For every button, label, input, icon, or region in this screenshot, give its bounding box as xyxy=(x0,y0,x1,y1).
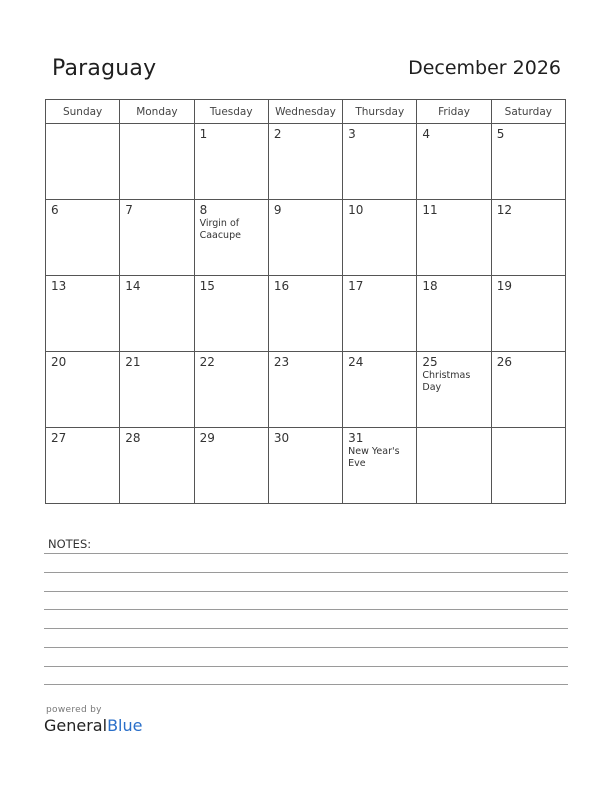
day-number: 8 xyxy=(199,203,208,217)
note-line xyxy=(44,666,568,667)
day-cell xyxy=(120,124,194,200)
week-row xyxy=(46,352,566,428)
note-line xyxy=(44,609,568,610)
holiday-label: New Year's xyxy=(348,446,400,457)
day-number: 5 xyxy=(496,127,505,141)
week-row xyxy=(46,124,566,200)
day-cell xyxy=(417,124,491,200)
day-number: 9 xyxy=(273,203,282,217)
day-number: 24 xyxy=(348,355,364,369)
day-cell xyxy=(46,276,120,352)
day-cell xyxy=(120,200,194,276)
day-cell xyxy=(46,200,120,276)
day-cell xyxy=(268,200,342,276)
note-line xyxy=(44,553,568,554)
day-number: 1 xyxy=(199,127,208,141)
notes-label: NOTES: xyxy=(48,537,92,551)
day-number: 27 xyxy=(51,431,67,445)
day-number: 3 xyxy=(348,127,356,141)
day-cell xyxy=(46,428,120,504)
day-cell xyxy=(343,124,417,200)
day-cell xyxy=(268,276,342,352)
day-number: 25 xyxy=(422,355,438,369)
day-number: 20 xyxy=(51,355,67,369)
day-cell xyxy=(268,428,342,504)
note-line xyxy=(44,684,568,685)
day-number: 10 xyxy=(348,203,364,217)
day-number: 14 xyxy=(125,279,141,293)
day-cell xyxy=(194,276,268,352)
weekday-header-row xyxy=(46,100,566,124)
day-number: 6 xyxy=(51,203,59,217)
day-cell xyxy=(194,352,268,428)
day-number: 15 xyxy=(199,279,215,293)
day-number: 13 xyxy=(51,279,67,293)
holiday-label: Christmas xyxy=(422,370,471,381)
day-cell xyxy=(343,428,417,504)
weekday-monday: Monday xyxy=(120,100,194,124)
day-cell xyxy=(343,276,417,352)
day-cell xyxy=(120,276,194,352)
day-number: 21 xyxy=(125,355,141,369)
day-cell xyxy=(46,124,120,200)
week-row xyxy=(46,276,566,352)
day-cell xyxy=(343,352,417,428)
day-cell xyxy=(491,352,565,428)
day-cell xyxy=(491,124,565,200)
day-number: 2 xyxy=(273,127,282,141)
holiday-label: Caacupe xyxy=(199,230,241,241)
weekday-wednesday: Wednesday xyxy=(268,100,342,124)
day-number: 18 xyxy=(422,279,438,293)
weekday-thursday: Thursday xyxy=(343,100,417,124)
day-cell xyxy=(491,276,565,352)
day-cell xyxy=(343,200,417,276)
country-title: Paraguay xyxy=(52,56,157,81)
day-cell xyxy=(491,200,565,276)
day-number: 17 xyxy=(348,279,364,293)
weekday-friday: Friday xyxy=(417,100,491,124)
day-number: 31 xyxy=(348,431,364,445)
note-line xyxy=(44,572,568,573)
day-number: 4 xyxy=(422,127,431,141)
day-number: 28 xyxy=(125,431,141,445)
day-cell xyxy=(194,124,268,200)
month-year-title: December 2026 xyxy=(408,57,561,79)
day-cell xyxy=(194,200,268,276)
weekday-sunday: Sunday xyxy=(46,100,120,124)
day-number: 16 xyxy=(273,279,290,293)
brand-blue: Blue xyxy=(107,716,143,735)
day-number: 11 xyxy=(422,203,438,217)
day-number: 26 xyxy=(496,355,512,369)
day-cell xyxy=(417,428,491,504)
powered-by-text: powered by xyxy=(46,705,102,715)
note-line xyxy=(44,647,568,648)
holiday-label: Eve xyxy=(348,458,366,469)
day-number: 22 xyxy=(199,355,215,369)
day-number: 29 xyxy=(199,431,215,445)
day-number: 19 xyxy=(496,279,512,293)
brand-general: General xyxy=(44,716,108,735)
week-row xyxy=(46,428,566,504)
week-row xyxy=(46,200,566,276)
day-number: 30 xyxy=(273,431,290,445)
day-cell xyxy=(268,352,342,428)
weekday-saturday: Saturday xyxy=(491,100,565,124)
day-number: 7 xyxy=(125,203,133,217)
day-cell xyxy=(120,428,194,504)
weekday-tuesday: Tuesday xyxy=(194,100,268,124)
day-cell xyxy=(268,124,342,200)
calendar-grid xyxy=(45,99,566,504)
note-line xyxy=(44,591,568,592)
generalblue-logo xyxy=(44,716,142,735)
day-cell xyxy=(120,352,194,428)
day-cell xyxy=(417,352,491,428)
day-number: 23 xyxy=(273,355,290,369)
day-number: 12 xyxy=(496,203,512,217)
note-line xyxy=(44,628,568,629)
day-cell xyxy=(194,428,268,504)
holiday-label: Virgin of xyxy=(199,218,240,229)
day-cell xyxy=(417,200,491,276)
day-cell xyxy=(491,428,565,504)
day-cell xyxy=(417,276,491,352)
day-cell xyxy=(46,352,120,428)
holiday-label: Day xyxy=(422,382,442,393)
